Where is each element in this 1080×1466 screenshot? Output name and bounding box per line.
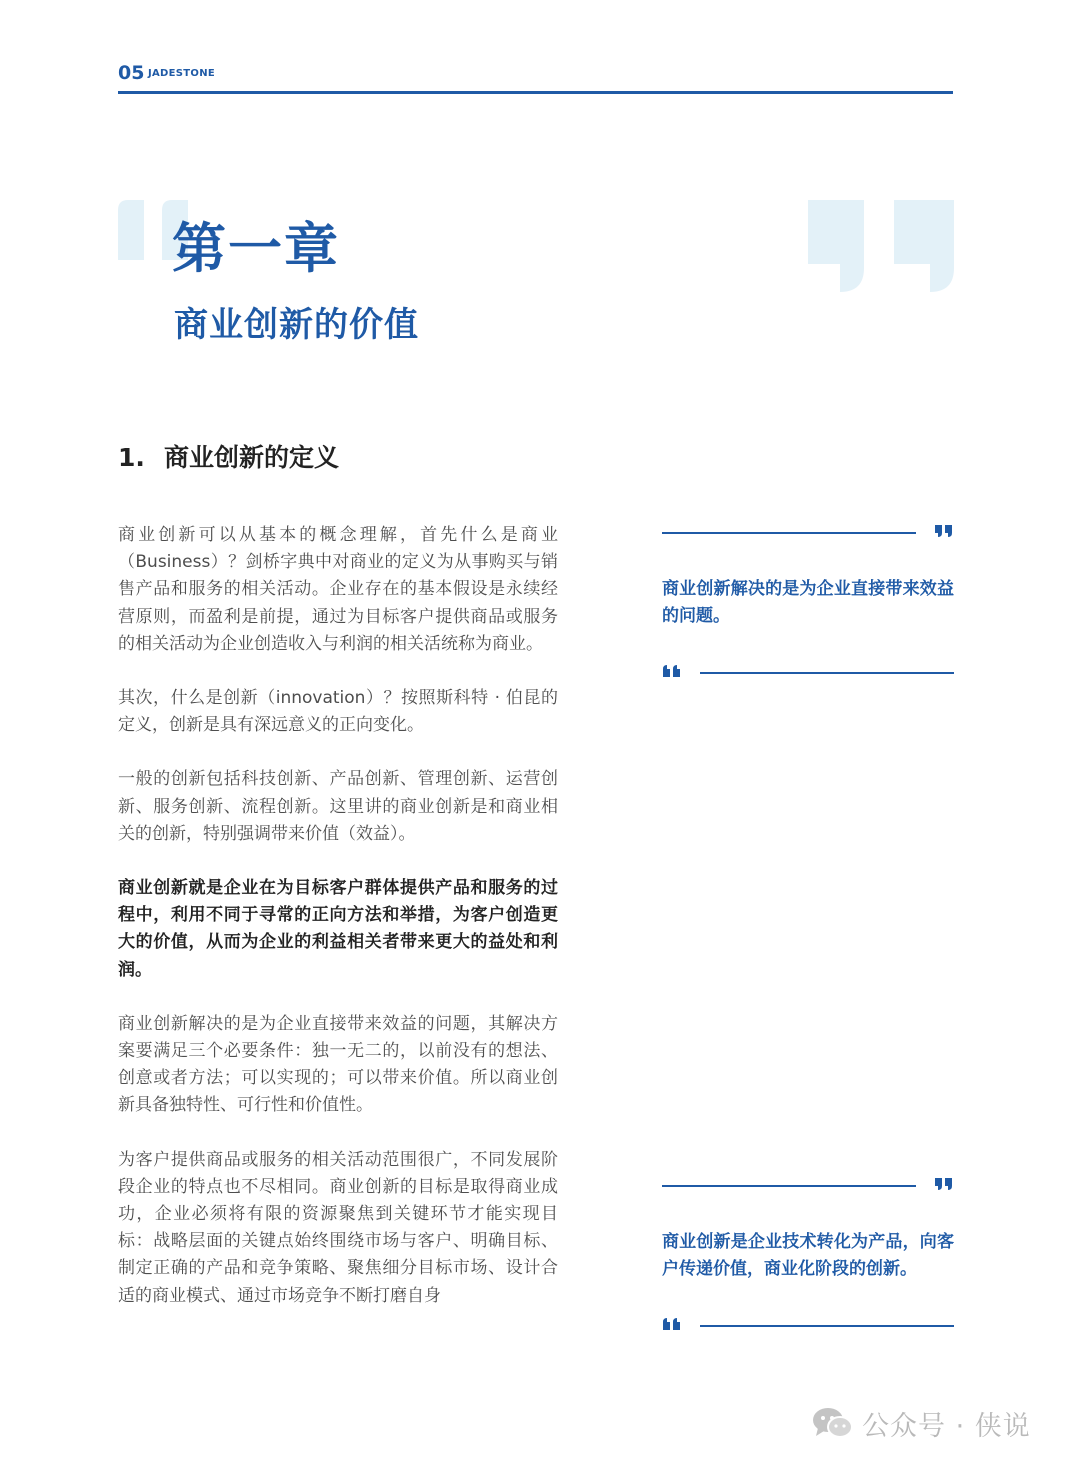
section-heading (118, 445, 339, 470)
open-quote-icon (662, 664, 682, 678)
pull-quote-rule-bottom (700, 1325, 954, 1327)
brand-name: JADESTONE (148, 68, 216, 79)
paragraph-1: 商业创新可以从基本的概念理解，首先什么是商业（Business）？剑桥字典中对商业的定义为从事购买与销售产品和服务的相关活动。企业存在的基本假设是永续经营原则，而盈利是前提，通过为目标客户提供商品或服务的相关活动为企业创造收入与利润的相关活统称为商业。 (118, 525, 558, 654)
pull-quote-rule-bottom (700, 672, 954, 674)
body-column (118, 522, 558, 1337)
pull-quote-rule-top (662, 1185, 916, 1187)
close-quote-icon (806, 198, 956, 294)
header-rule (118, 91, 953, 94)
paragraph-4-emphasis: 商业创新就是企业在为目标客户群体提供产品和服务的过程中，利用不同于寻常的正向方法和举措，为客户创造更大的价值，从而为企业的利益相关者带来更大的益处和利润。 (118, 878, 558, 980)
chapter-subtitle: 商业创新的价值 (174, 305, 419, 345)
section-number: 1. (118, 443, 145, 472)
paragraph-6: 为客户提供商品或服务的相关活动范围很广，不同发展阶段企业的特点也不尽相同。商业创新的目标是取得商业成功，企业必须将有限的资源聚焦到关键环节才能实现目标：战略层面的关键点始终围绕市场与客户、明确目标、制定正确的产品和竞争策略、聚焦细分目标市场、设计合适的商业模式、通过市场竞争不断打磨自身 (118, 1149, 558, 1306)
paragraph-3: 一般的创新包括科技创新、产品创新、管理创新、运营创新、服务创新、流程创新。这里讲的商业创新是和商业相关的创新，特别强调带来价值（效益）。 (118, 769, 558, 844)
pull-quote-rule-top (662, 532, 916, 534)
chapter-title: 第一章 (172, 217, 340, 280)
section-title: 商业创新的定义 (164, 443, 340, 472)
close-quote-icon (934, 1177, 954, 1191)
pull-quote-text: 商业创新解决的是为企业直接带来效益的问题。 (662, 579, 954, 626)
watermark (812, 1403, 1031, 1443)
open-quote-icon (662, 1317, 682, 1331)
paragraph-2: 其次，什么是创新（innovation）？按照斯科特 · 伯昆的定义，创新是具有深远意义的正向变化。 (118, 688, 558, 736)
watermark-text: 公众号 · 侠说 (862, 1410, 1031, 1442)
paragraph-5: 商业创新解决的是为企业直接带来效益的问题，其解决方案要满足三个必要条件：独一无二的，以前没有的想法、创意或者方法；可以实现的；可以带来价值。所以商业创新具备独特性、可行性和价值性。 (118, 1013, 558, 1116)
wechat-icon (812, 1406, 854, 1440)
page-number: 05 (118, 62, 145, 84)
close-quote-icon (934, 524, 954, 538)
pull-quote-text: 商业创新是企业技术转化为产品，向客户传递价值，商业化阶段的创新。 (662, 1232, 954, 1279)
